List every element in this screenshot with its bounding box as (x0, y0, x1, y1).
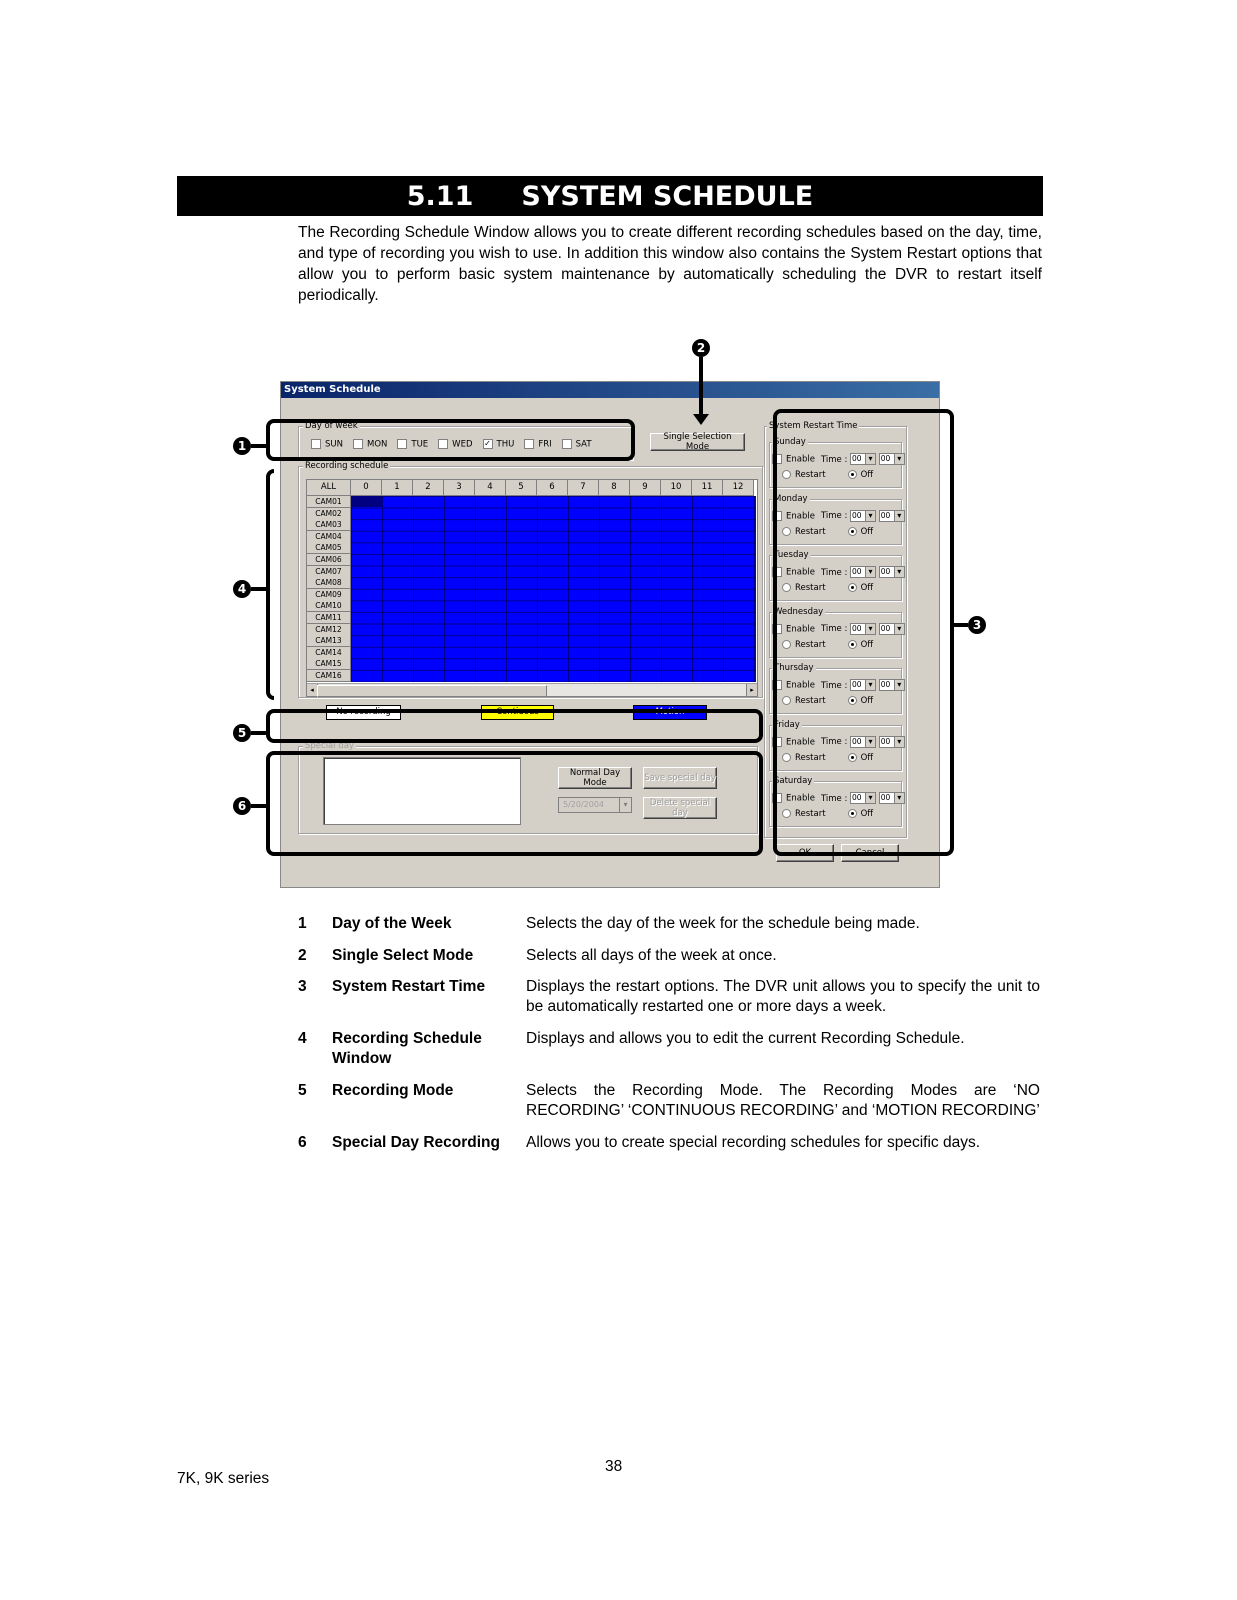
hour-header[interactable]: 2 (413, 480, 444, 496)
arrow-down-icon (693, 414, 709, 425)
scroll-left-icon[interactable]: ◂ (307, 684, 318, 696)
hour-header[interactable]: 3 (444, 480, 475, 496)
camera-row-label[interactable]: CAM10 (307, 600, 351, 612)
day-checkbox-label: SAT (575, 439, 592, 450)
item-number: 3 (298, 978, 307, 995)
camera-row-label[interactable]: CAM13 (307, 635, 351, 647)
enable-label: Enable (786, 624, 815, 634)
hour-header[interactable]: 7 (568, 480, 599, 496)
ok-button[interactable]: OK (776, 844, 834, 862)
section-header (177, 176, 1043, 216)
system-restart-legend: System Restart Time (769, 421, 858, 431)
callout-line-6 (251, 804, 267, 808)
page-number: 38 (605, 1458, 623, 1475)
scroll-thumb[interactable] (317, 685, 547, 697)
day-checkbox-label: SUN (325, 439, 343, 450)
camera-row-label[interactable]: CAM15 (307, 658, 351, 670)
restart-label: Restart (795, 526, 826, 537)
schedule-cells[interactable] (351, 496, 756, 682)
item-description: Selects all days of the week at once. (526, 947, 777, 964)
enable-label: Enable (786, 737, 815, 747)
minute-value: 00 (880, 510, 891, 520)
callout-badge-5: 5 (233, 724, 251, 742)
time-label: Time : (820, 454, 848, 465)
special-day-date: 5/20/2004 (563, 800, 605, 809)
callout-box-3 (773, 409, 954, 856)
delete-special-day-button[interactable]: Delete special day (643, 797, 717, 819)
hour-header[interactable]: 0 (351, 480, 382, 496)
hour-header[interactable]: 11 (692, 480, 723, 496)
restart-day-name: Wednesday (774, 606, 824, 617)
item-title: Special Day Recording (332, 1134, 500, 1151)
item-title: Recording Schedule Window (332, 1030, 482, 1067)
no-recording-mode-button[interactable]: No recording (326, 705, 401, 720)
enable-label: Enable (786, 793, 815, 804)
item-number: 5 (298, 1082, 307, 1099)
section-number: 5.11 (406, 180, 474, 212)
hour-value: 00 (852, 623, 862, 633)
intro-paragraph: The Recording Schedule Window allows you to create different recording schedules based on the day, time, and type of recording you wish to use. In addition this window also contains the System Restart options that allow you to perform basic system maintenance by automatically scheduling the DVR to restart itself periodically. (298, 224, 1042, 304)
enable-label: Enable (786, 511, 815, 521)
chevron-down-icon[interactable]: ▾ (619, 798, 631, 812)
day-checkbox-label: TUE (411, 439, 429, 450)
off-label: Off (860, 809, 874, 819)
restart-label: Restart (795, 696, 826, 706)
restart-label: Restart (795, 809, 826, 819)
item-title: Recording Mode (332, 1082, 454, 1099)
minute-value: 00 (880, 623, 891, 633)
callout-box-5 (266, 709, 763, 743)
hour-value: 00 (852, 510, 862, 520)
callout-line-3 (954, 623, 968, 627)
item-number: 1 (298, 915, 307, 932)
off-label: Off (860, 752, 874, 763)
off-label: Off (860, 696, 874, 706)
hour-value: 00 (852, 793, 862, 802)
off-label: Off (860, 526, 874, 537)
camera-row-label[interactable]: CAM06 (307, 554, 351, 566)
hour-header[interactable]: 6 (537, 480, 568, 496)
dialog-titlebar: System Schedule (281, 382, 939, 398)
all-button[interactable]: ALL (307, 480, 351, 496)
camera-row-label[interactable]: CAM05 (307, 542, 351, 554)
camera-row-label[interactable]: CAM12 (307, 624, 351, 636)
hour-value: 00 (852, 567, 862, 576)
restart-day-name: Tuesday (774, 550, 809, 560)
hour-header[interactable]: 9 (630, 480, 661, 496)
camera-row-label[interactable]: CAM03 (307, 519, 351, 531)
item-number: 6 (298, 1134, 307, 1151)
minute-value: 00 (880, 567, 891, 576)
item-description: Displays the restart options. The DVR unit allows you to specify the unit to be automatically restarted one or more days a week. (526, 978, 1040, 1015)
camera-row-label[interactable]: CAM11 (307, 612, 351, 624)
item-number: 4 (298, 1030, 307, 1047)
callout-badge-3: 3 (968, 616, 986, 634)
day-checkbox-label: THU (496, 439, 515, 450)
special-day-legend: Special day (305, 741, 354, 751)
section-title: SYSTEM SCHEDULE (521, 180, 814, 212)
item-description: Allows you to create special recording schedules for specific days. (526, 1134, 981, 1151)
callout-box-6 (266, 751, 763, 856)
callout-arrow-2 (699, 357, 703, 417)
restart-day-name: Friday (774, 719, 800, 730)
item-title: System Restart Time (332, 978, 486, 995)
item-description: Selects the Recording Mode. The Recording Modes are ‘NO RECORDING’ ‘CONTINUOUS RECORDING’ and ‘MOTION RECORDING’ (526, 1082, 1040, 1119)
restart-label: Restart (795, 639, 826, 650)
hour-header[interactable]: 4 (475, 480, 506, 496)
callout-bracket-4 (266, 469, 274, 700)
hour-value: 00 (852, 736, 862, 746)
minute-value: 00 (880, 793, 891, 802)
item-description: Selects the day of the week for the schedule being made. (526, 915, 920, 932)
enable-label: Enable (786, 567, 815, 578)
off-label: Off (860, 470, 874, 480)
callout-badge-4: 4 (233, 580, 251, 598)
camera-row-label[interactable]: CAM07 (307, 566, 351, 578)
hour-value: 00 (852, 454, 862, 463)
minute-value: 00 (880, 736, 891, 746)
callout-box-1 (266, 419, 635, 461)
restart-day-name: Monday (774, 493, 808, 504)
time-label: Time : (820, 793, 848, 804)
restart-label: Restart (795, 752, 826, 763)
time-label: Time : (820, 737, 848, 747)
cancel-button[interactable]: Cancel (841, 844, 899, 862)
minute-value: 00 (880, 680, 891, 689)
enable-label: Enable (786, 680, 815, 691)
hour-header[interactable]: 1 (382, 480, 413, 496)
normal-day-mode-button[interactable]: Normal Day Mode (558, 767, 632, 789)
restart-day-name: Saturday (774, 776, 813, 786)
checkbox-icon[interactable]: ✓ (484, 439, 491, 448)
camera-row-label[interactable]: CAM02 (307, 508, 351, 520)
callout-line-1 (251, 444, 267, 448)
save-special-day-button[interactable]: Save special day (643, 767, 717, 789)
restart-label: Restart (795, 583, 826, 593)
off-label: Off (860, 639, 874, 650)
recording-schedule-legend: Recording schedule (305, 461, 389, 471)
camera-row-label[interactable]: CAM09 (307, 589, 351, 601)
hour-header[interactable]: 5 (506, 480, 537, 496)
footer-series: 7K, 9K series (177, 1470, 270, 1487)
callout-badge-6: 6 (233, 797, 251, 815)
day-checkbox-label: MON (366, 439, 388, 450)
callout-line-4 (251, 587, 267, 591)
single-selection-mode-button[interactable]: Single Selection Mode (650, 433, 745, 451)
restart-label: Restart (795, 470, 826, 480)
continuous-mode-button[interactable]: Contiuous (481, 705, 554, 720)
hour-header[interactable]: 12 (723, 480, 754, 496)
selected-cell[interactable] (351, 496, 382, 507)
item-number: 2 (298, 947, 307, 964)
callout-badge-1: 1 (233, 437, 251, 455)
camera-row-label[interactable]: CAM08 (307, 577, 351, 589)
restart-day-name: Sunday (774, 437, 806, 447)
off-label: Off (860, 583, 874, 593)
recording-schedule-grid[interactable] (306, 479, 758, 697)
hour-header[interactable]: 8 (599, 480, 630, 496)
enable-label: Enable (786, 454, 815, 465)
callout-badge-2: 2 (692, 339, 710, 357)
callout-line-5 (251, 731, 267, 735)
day-of-week-legend: Day of week (305, 421, 358, 431)
hour-header[interactable]: 10 (661, 480, 692, 496)
item-title: Day of the Week (332, 915, 452, 932)
item-description: Displays and allows you to edit the current Recording Schedule. (526, 1030, 965, 1047)
camera-row-label[interactable]: CAM04 (307, 531, 351, 543)
time-label: Time : (820, 567, 848, 578)
item-title: Single Select Mode (332, 947, 474, 964)
day-checkbox-label: WED (452, 439, 473, 450)
restart-day-name: Thursday (774, 663, 814, 673)
scroll-right-icon[interactable]: ▸ (746, 684, 757, 696)
camera-row-label[interactable]: CAM01 (307, 496, 351, 508)
time-label: Time : (820, 511, 848, 521)
day-checkbox-label: FRI (538, 439, 552, 450)
motion-mode-button[interactable]: Motion (633, 705, 707, 720)
camera-row-label[interactable]: CAM16 (307, 670, 351, 682)
camera-row-label[interactable]: CAM14 (307, 647, 351, 659)
time-label: Time : (820, 680, 848, 691)
hour-value: 00 (852, 680, 862, 689)
time-label: Time : (820, 624, 848, 634)
minute-value: 00 (880, 454, 891, 463)
horizontal-scrollbar[interactable] (307, 683, 757, 696)
